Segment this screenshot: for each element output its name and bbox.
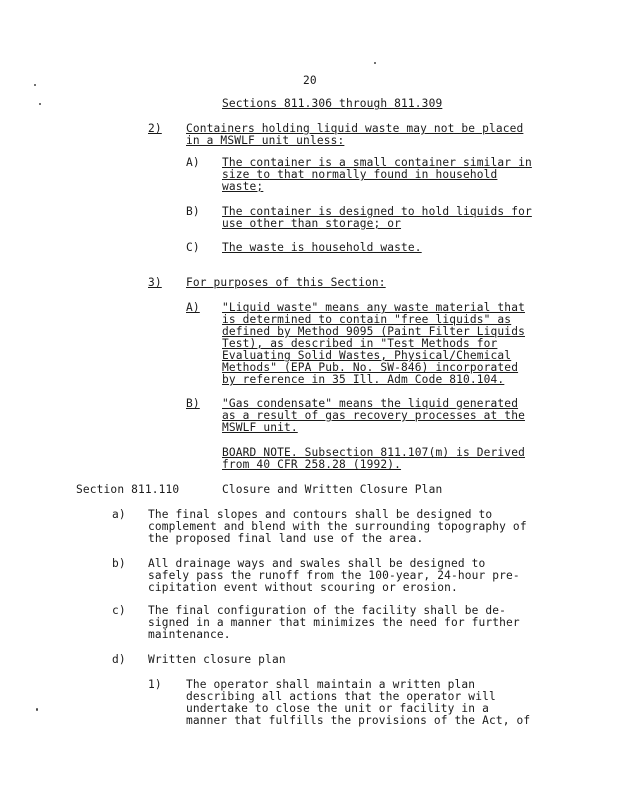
item-3a-text-line: Evaluating Solid Wastes, Physical/Chemical [222, 349, 512, 362]
scan-speck [36, 708, 38, 711]
item-3a-text-line: defined by Method 9095 (Paint Filter Liquids [222, 325, 525, 338]
item-c-label: c) [112, 604, 126, 617]
item-a-label: a) [112, 508, 126, 521]
item-3a-text-line: Methods" (EPA Pub. No. SW-846) incorporated [222, 361, 519, 374]
item-2b-label: B) [186, 205, 200, 218]
item-3b-text-line: MSWLF unit. [222, 421, 298, 434]
item-3b-text-line: as a result of gas recovery processes at the [222, 409, 525, 422]
item-3a-text-line: Test), as described in "Test Methods for [222, 337, 498, 350]
item-c-text-line: maintenance. [148, 628, 231, 641]
item-3-number: 3) [148, 276, 162, 289]
item-b-text-line: cipitation event without scouring or erosion. [148, 581, 458, 594]
item-3a-text-line: "Liquid waste" means any waste material that [222, 301, 525, 314]
item-2a-text-line: The container is a small container similar in [222, 156, 532, 169]
scan-speck [39, 103, 41, 105]
item-2c-text-line: The waste is household waste. [222, 241, 422, 254]
item-2-text-line: Containers holding liquid waste may not be placed [186, 122, 524, 135]
item-c-text-line: The final configuration of the facility shall be de- [148, 604, 507, 617]
section-110-title: Closure and Written Closure Plan [222, 483, 443, 496]
item-2b-text-line: The container is designed to hold liquids for [222, 205, 532, 218]
item-d1-text-line: undertake to close the unit or facility in a [186, 702, 489, 715]
item-d-text-line: Written closure plan [148, 653, 286, 666]
item-3-text-line: For purposes of this Section: [186, 276, 386, 289]
item-b-text-line: safely pass the runoff from the 100-year, 24-hour pre- [148, 569, 520, 582]
item-3b-label: B) [186, 397, 200, 410]
item-2a-text-line: size to that normally found in household [222, 168, 498, 181]
section-header: Sections 811.306 through 811.309 [222, 97, 443, 110]
item-2-text-line: in a MSWLF unit unless: [186, 134, 345, 147]
item-3a-text-line: by reference in 35 Ill. Adm Code 810.104. [222, 373, 505, 386]
item-2-number: 2) [148, 122, 162, 135]
item-d1-text-line: manner that fulfills the provisions of the Act, of [186, 714, 531, 727]
board-note-line: BOARD NOTE. Subsection 811.107(m) is Derived [222, 446, 525, 459]
item-d1-label: 1) [148, 678, 162, 691]
item-3a-text-line: is determined to contain "free liquids" as [222, 313, 512, 326]
page-number: 20 [303, 74, 317, 87]
item-a-text-line: complement and blend with the surrounding topography of [148, 520, 527, 533]
item-a-text-line: the proposed final land use of the area. [148, 532, 424, 545]
item-d1-text-line: describing all actions that the operator will [186, 690, 496, 703]
item-c-text-line: signed in a manner that minimizes the need for further [148, 616, 520, 629]
item-d1-text-line: The operator shall maintain a written plan [186, 678, 476, 691]
item-a-text-line: The final slopes and contours shall be designed to [148, 508, 493, 521]
board-note-line: from 40 CFR 258.28 (1992). [222, 458, 402, 471]
scan-speck [34, 84, 36, 86]
scan-speck [374, 62, 376, 64]
item-2a-text-line: waste; [222, 180, 264, 193]
item-3a-label: A) [186, 301, 200, 314]
item-2b-text-line: use other than storage; or [222, 217, 402, 230]
item-b-label: b) [112, 557, 126, 570]
item-2a-label: A) [186, 156, 200, 169]
item-2c-label: C) [186, 241, 200, 254]
item-3b-text-line: "Gas condensate" means the liquid generated [222, 397, 519, 410]
item-d-label: d) [112, 653, 126, 666]
item-b-text-line: All drainage ways and swales shall be designed to [148, 557, 486, 570]
section-110-label: Section 811.110 [76, 483, 180, 496]
